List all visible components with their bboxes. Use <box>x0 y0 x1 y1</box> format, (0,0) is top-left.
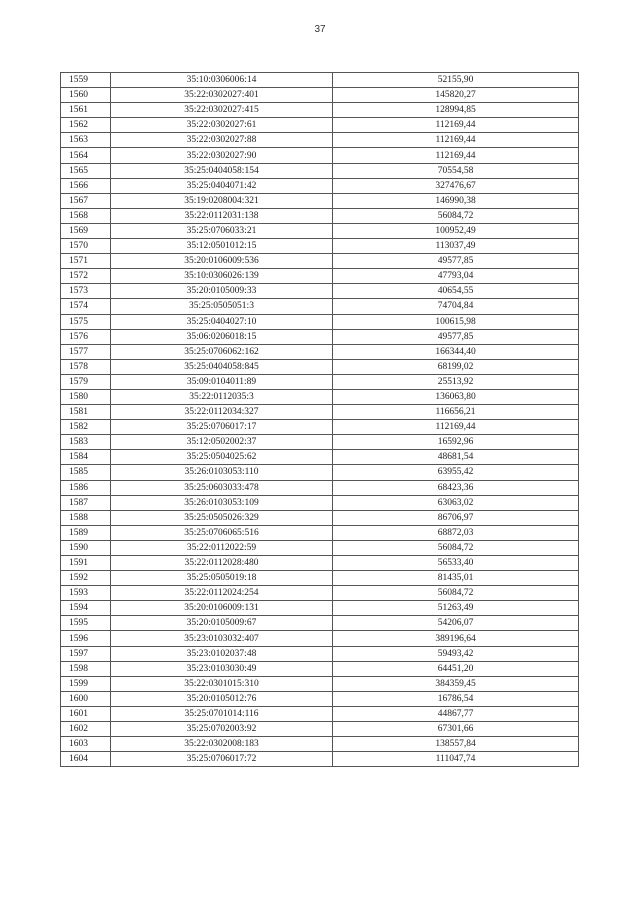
row-number-cell: 1565 <box>61 163 111 178</box>
cadastral-number-cell: 35:10:0306006:14 <box>111 73 333 88</box>
value-cell: 112169,44 <box>333 118 579 133</box>
row-number-cell: 1578 <box>61 359 111 374</box>
table-row <box>61 284 579 299</box>
row-number-cell: 1567 <box>61 193 111 208</box>
cadastral-number-cell: 35:26:0103053:110 <box>111 465 333 480</box>
value-cell: 56533,40 <box>333 556 579 571</box>
row-number-cell: 1597 <box>61 646 111 661</box>
value-cell: 56084,72 <box>333 586 579 601</box>
cadastral-number-cell: 35:25:0603033:478 <box>111 480 333 495</box>
value-cell: 52155,90 <box>333 73 579 88</box>
table-row <box>61 163 579 178</box>
value-cell: 116656,21 <box>333 405 579 420</box>
value-cell: 40654,55 <box>333 284 579 299</box>
table-row <box>61 314 579 329</box>
cadastral-number-cell: 35:06:0206018:15 <box>111 329 333 344</box>
table-row <box>61 389 579 404</box>
cadastral-number-cell: 35:12:0501012:15 <box>111 239 333 254</box>
table-row <box>61 510 579 525</box>
row-number-cell: 1563 <box>61 133 111 148</box>
value-cell: 49577,85 <box>333 329 579 344</box>
cadastral-number-cell: 35:22:0302027:90 <box>111 148 333 163</box>
table-row <box>61 571 579 586</box>
row-number-cell: 1600 <box>61 691 111 706</box>
table-row <box>61 359 579 374</box>
value-cell: 44867,77 <box>333 706 579 721</box>
row-number-cell: 1601 <box>61 706 111 721</box>
table-row <box>61 148 579 163</box>
cadastral-number-cell: 35:12:0502002:37 <box>111 435 333 450</box>
cadastral-number-cell: 35:25:0706017:17 <box>111 420 333 435</box>
value-cell: 113037,49 <box>333 239 579 254</box>
value-cell: 166344,40 <box>333 344 579 359</box>
row-number-cell: 1571 <box>61 254 111 269</box>
cadastral-number-cell: 35:25:0706033:21 <box>111 223 333 238</box>
value-cell: 59493,42 <box>333 646 579 661</box>
row-number-cell: 1576 <box>61 329 111 344</box>
cadastral-number-cell: 35:25:0706017:72 <box>111 752 333 767</box>
table-row <box>61 540 579 555</box>
row-number-cell: 1594 <box>61 601 111 616</box>
row-number-cell: 1569 <box>61 223 111 238</box>
page-number: 37 <box>314 24 326 35</box>
table-row <box>61 269 579 284</box>
value-cell: 48681,54 <box>333 450 579 465</box>
row-number-cell: 1581 <box>61 405 111 420</box>
cadastral-number-cell: 35:22:0302027:61 <box>111 118 333 133</box>
table-row <box>61 193 579 208</box>
table-row <box>61 661 579 676</box>
table-row <box>61 556 579 571</box>
row-number-cell: 1590 <box>61 540 111 555</box>
row-number-cell: 1580 <box>61 389 111 404</box>
row-number-cell: 1575 <box>61 314 111 329</box>
row-number-cell: 1568 <box>61 208 111 223</box>
row-number-cell: 1582 <box>61 420 111 435</box>
cadastral-number-cell: 35:09:0104011:89 <box>111 374 333 389</box>
value-cell: 112169,44 <box>333 420 579 435</box>
row-number-cell: 1593 <box>61 586 111 601</box>
cadastral-number-cell: 35:25:0702003:92 <box>111 722 333 737</box>
row-number-cell: 1564 <box>61 148 111 163</box>
cadastral-number-cell: 35:25:0404058:845 <box>111 359 333 374</box>
value-cell: 16786,54 <box>333 691 579 706</box>
value-cell: 56084,72 <box>333 208 579 223</box>
value-cell: 86706,97 <box>333 510 579 525</box>
table-row <box>61 586 579 601</box>
cadastral-number-cell: 35:26:0103053:109 <box>111 495 333 510</box>
value-cell: 64451,20 <box>333 661 579 676</box>
value-cell: 81435,01 <box>333 571 579 586</box>
value-cell: 68872,03 <box>333 525 579 540</box>
cadastral-number-cell: 35:23:0103030:49 <box>111 661 333 676</box>
row-number-cell: 1596 <box>61 631 111 646</box>
table-row <box>61 601 579 616</box>
row-number-cell: 1573 <box>61 284 111 299</box>
table-row <box>61 525 579 540</box>
cadastral-number-cell: 35:25:0505019:18 <box>111 571 333 586</box>
table-row <box>61 133 579 148</box>
value-cell: 111047,74 <box>333 752 579 767</box>
row-number-cell: 1591 <box>61 556 111 571</box>
cadastral-number-cell: 35:20:0106009:131 <box>111 601 333 616</box>
value-cell: 51263,49 <box>333 601 579 616</box>
value-cell: 327476,67 <box>333 178 579 193</box>
row-number-cell: 1589 <box>61 525 111 540</box>
row-number-cell: 1587 <box>61 495 111 510</box>
table-row <box>61 691 579 706</box>
row-number-cell: 1559 <box>61 73 111 88</box>
row-number-cell: 1562 <box>61 118 111 133</box>
cadastral-number-cell: 35:22:0302008:183 <box>111 737 333 752</box>
cadastral-number-cell: 35:25:0706065:516 <box>111 525 333 540</box>
cadastral-number-cell: 35:22:0112034:327 <box>111 405 333 420</box>
row-number-cell: 1586 <box>61 480 111 495</box>
row-number-cell: 1574 <box>61 299 111 314</box>
value-cell: 389196,64 <box>333 631 579 646</box>
value-cell: 68423,36 <box>333 480 579 495</box>
table-row <box>61 344 579 359</box>
cadastral-number-cell: 35:23:0102037:48 <box>111 646 333 661</box>
value-cell: 25513,92 <box>333 374 579 389</box>
table-row <box>61 722 579 737</box>
cadastral-number-cell: 35:25:0404071:42 <box>111 178 333 193</box>
row-number-cell: 1588 <box>61 510 111 525</box>
cadastral-number-cell: 35:25:0404058:154 <box>111 163 333 178</box>
table-row <box>61 616 579 631</box>
table-row <box>61 88 579 103</box>
table-row <box>61 737 579 752</box>
row-number-cell: 1585 <box>61 465 111 480</box>
table-row <box>61 405 579 420</box>
cadastral-number-cell: 35:22:0112031:138 <box>111 208 333 223</box>
row-number-cell: 1579 <box>61 374 111 389</box>
value-cell: 68199,02 <box>333 359 579 374</box>
cadastral-value-table <box>60 72 579 767</box>
row-number-cell: 1577 <box>61 344 111 359</box>
row-number-cell: 1598 <box>61 661 111 676</box>
row-number-cell: 1560 <box>61 88 111 103</box>
value-cell: 54206,07 <box>333 616 579 631</box>
table-row <box>61 420 579 435</box>
value-cell: 63955,42 <box>333 465 579 480</box>
value-cell: 47793,04 <box>333 269 579 284</box>
row-number-cell: 1572 <box>61 269 111 284</box>
table-row <box>61 329 579 344</box>
table-row <box>61 706 579 721</box>
row-number-cell: 1570 <box>61 239 111 254</box>
cadastral-number-cell: 35:22:0302027:401 <box>111 88 333 103</box>
cadastral-number-cell: 35:22:0302027:415 <box>111 103 333 118</box>
cadastral-number-cell: 35:22:0112024:254 <box>111 586 333 601</box>
table-row <box>61 480 579 495</box>
cadastral-number-cell: 35:19:0208004:321 <box>111 193 333 208</box>
cadastral-number-cell: 35:22:0112035:3 <box>111 389 333 404</box>
table-row <box>61 118 579 133</box>
table-row <box>61 103 579 118</box>
value-cell: 63063,02 <box>333 495 579 510</box>
row-number-cell: 1583 <box>61 435 111 450</box>
cadastral-number-cell: 35:20:0106009:536 <box>111 254 333 269</box>
cadastral-number-cell: 35:25:0706062:162 <box>111 344 333 359</box>
value-cell: 145820,27 <box>333 88 579 103</box>
value-cell: 138557,84 <box>333 737 579 752</box>
cadastral-number-cell: 35:22:0112028:480 <box>111 556 333 571</box>
table-row <box>61 374 579 389</box>
value-cell: 112169,44 <box>333 148 579 163</box>
table-row <box>61 223 579 238</box>
cadastral-number-cell: 35:25:0504025:62 <box>111 450 333 465</box>
value-cell: 67301,66 <box>333 722 579 737</box>
value-cell: 128994,85 <box>333 103 579 118</box>
table-row <box>61 254 579 269</box>
row-number-cell: 1603 <box>61 737 111 752</box>
table-row <box>61 239 579 254</box>
table-row <box>61 208 579 223</box>
cadastral-number-cell: 35:25:0505051:3 <box>111 299 333 314</box>
table-row <box>61 178 579 193</box>
cadastral-number-cell: 35:25:0404027:10 <box>111 314 333 329</box>
table-row <box>61 435 579 450</box>
table-row <box>61 465 579 480</box>
value-cell: 136063,80 <box>333 389 579 404</box>
row-number-cell: 1561 <box>61 103 111 118</box>
row-number-cell: 1602 <box>61 722 111 737</box>
table-row <box>61 495 579 510</box>
value-cell: 146990,38 <box>333 193 579 208</box>
table-row <box>61 450 579 465</box>
row-number-cell: 1592 <box>61 571 111 586</box>
cadastral-number-cell: 35:10:0306026:139 <box>111 269 333 284</box>
value-cell: 384359,45 <box>333 676 579 691</box>
row-number-cell: 1604 <box>61 752 111 767</box>
cadastral-number-cell: 35:20:0105012:76 <box>111 691 333 706</box>
value-cell: 112169,44 <box>333 133 579 148</box>
table-row <box>61 752 579 767</box>
cadastral-number-cell: 35:20:0105009:33 <box>111 284 333 299</box>
cadastral-number-cell: 35:25:0701014:116 <box>111 706 333 721</box>
row-number-cell: 1599 <box>61 676 111 691</box>
table-row <box>61 73 579 88</box>
table-row <box>61 646 579 661</box>
value-cell: 100615,98 <box>333 314 579 329</box>
table-row <box>61 299 579 314</box>
cadastral-number-cell: 35:23:0103032:407 <box>111 631 333 646</box>
row-number-cell: 1595 <box>61 616 111 631</box>
cadastral-number-cell: 35:22:0301015:310 <box>111 676 333 691</box>
table-row <box>61 631 579 646</box>
value-cell: 74704,84 <box>333 299 579 314</box>
cadastral-number-cell: 35:22:0302027:88 <box>111 133 333 148</box>
row-number-cell: 1584 <box>61 450 111 465</box>
value-cell: 70554,58 <box>333 163 579 178</box>
table-row <box>61 676 579 691</box>
cadastral-number-cell: 35:20:0105009:67 <box>111 616 333 631</box>
row-number-cell: 1566 <box>61 178 111 193</box>
value-cell: 49577,85 <box>333 254 579 269</box>
value-cell: 56084,72 <box>333 540 579 555</box>
cadastral-number-cell: 35:22:0112022:59 <box>111 540 333 555</box>
cadastral-number-cell: 35:25:0505026:329 <box>111 510 333 525</box>
value-cell: 100952,49 <box>333 223 579 238</box>
value-cell: 16592,96 <box>333 435 579 450</box>
